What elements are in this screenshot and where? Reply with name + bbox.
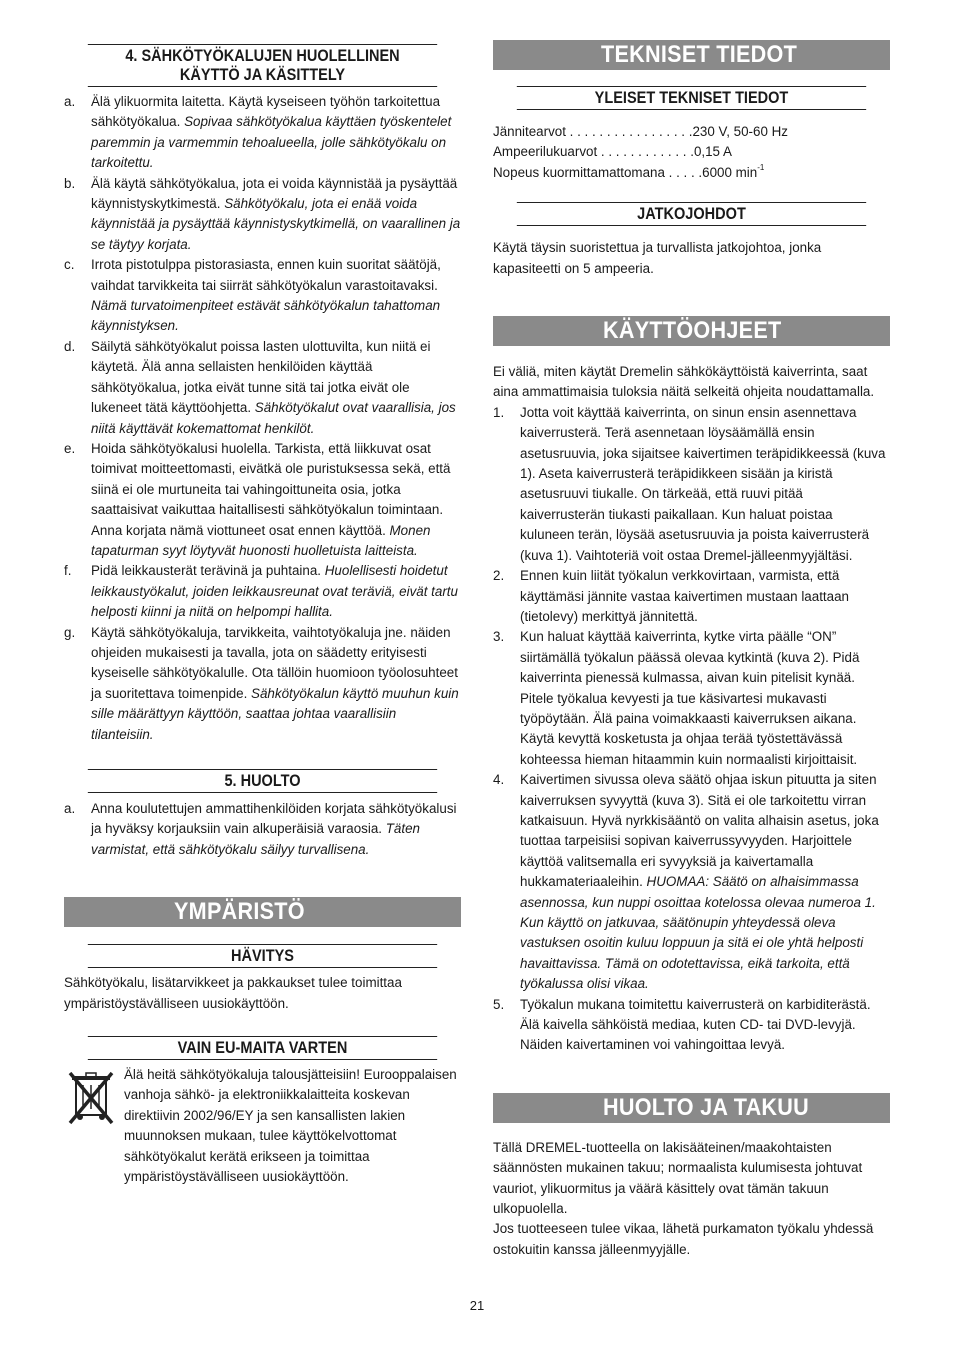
eu-text: Älä heitä sähkötyökaluja talousjätteisiin! Eurooppalaisen vanhoja sähkö- ja elektroniikkalaitteita koskevan direktiivin 2002/96/EY ja sen kansallisten lakien muunnoksen mukaan, tulee käyttökelvottomat sähkötyökalut kerätä erikseen ja toimittaa ympäristöystävälliseen uusiokäyttöön. <box>124 1067 457 1185</box>
kaytto-item-marker: 4. <box>493 772 505 788</box>
kaytto-list <box>493 403 890 1056</box>
ymparisto-band-title: YMPÄRISTÖ <box>174 898 305 926</box>
spec-label: Nopeus kuormittamattomana . . . . . <box>493 164 703 180</box>
sec4-item-italic: Huolellisesti hoidetut leikkaustyökalut, joiden leikkausreunat ovat teräviä, eivät tartu helposti kiinni ja niitä on helpompi hallita. <box>91 563 458 620</box>
sec4-item-italic: Sähkötyökalun käyttö muuhun kuin sille määrättyyn käyttöön, saattaa johtaa vaarallisiin tilanteisiin. <box>91 685 459 742</box>
crossed-out-wheelie-bin-icon <box>66 1071 116 1125</box>
sec4-item-italic: Nämä turvatoimenpiteet estävät sähkötyökalun tahattoman käynnistyksen. <box>91 298 441 334</box>
sec4-item-marker: d. <box>64 338 76 354</box>
yleiset-title: YLEISET TEKNISET TIEDOT <box>594 89 789 107</box>
eu-block <box>64 1065 461 1187</box>
kaytto-item <box>493 627 890 770</box>
section5-list <box>64 799 461 860</box>
section4-title-line1: 4. SÄHKÖTYÖKALUJEN HUOLELLINEN <box>125 47 400 65</box>
kaytto-item-text: Työkalun mukana toimitettu kaiverrusterä on karbiditerästä. Älä kaivella sähköistä mediaa, kuten CD- tai DVD-levyjä. Näiden kaivertaminen voi vahingoittaa levyä. <box>520 996 871 1053</box>
right-column <box>493 40 890 1260</box>
sec4-item-text: Pidä leikkausterät terävinä ja puhtaina. <box>91 563 325 579</box>
kaytto-item-text: Kun haluat käyttää kaiverrinta, kytke virta päälle “ON” siirtämällä työkalun päässä olevaa kytkintä (kuva 2). Pidä kaiverrinta pienessä kulmassa, aivan kuin pitelisit kynää. Pitele työkalua kevyesti ja tue käsivartesi mukavasti työpöytään. Älä paina voimakkaasti kaiverruksen aikana. Käytä kevyttä kosketusta ja ohjaa terää työstettävässä kohteessa hieman hitaammin kuin normaalisti kirjoittaisit. <box>520 629 860 767</box>
tekniset-band <box>493 40 890 70</box>
sec4-item-text: Hoida sähkötyökalusi huolella. Tarkista, että liikkuvat osat toimivat moitteettomasti, eivätkä ole puristuksessa sekä, että siinä ei ole murtuneita tai vahingoittuneita osia, jotka saattaisivat vaikuttaa haitallisesti sähkötyökalun toimintaan. Anna korjata nämä viottuneet osat ennen käyttöä. <box>91 440 451 538</box>
sec4-item <box>64 439 461 561</box>
kaytto-item-italic: HUOMAA: Säätö on alhaisimmassa asennossa, kun nuppi osoittaa kotelossa olevaa numeroa 1. Kun käyttö on jatkuvaa, säätönupin yhteydessä oleva vastuksen osoitin kuluu loppuun ja sitä ei ole yhtä helposti havaittavissa. Tämä on odotettavissa, eikä tarkoita, että työkalussa olisi vikaa. <box>520 874 876 992</box>
sec4-item-marker: b. <box>64 175 76 191</box>
sec5-item-text: Anna koulutettujen ammattihenkilöiden korjata sähkötyökalusi ja hyväksy korjauksiin vain alkuperäisiä varaosia. <box>91 801 457 837</box>
kaytto-item <box>493 770 890 994</box>
kaytto-band <box>493 316 890 346</box>
sec4-item-marker: a. <box>64 94 76 109</box>
spec-unit-exponent: -1 <box>757 162 765 172</box>
kaytto-item-marker: 1. <box>493 404 505 420</box>
kaytto-item-text: Ennen kuin liität työkalun verkkovirtaan, varmista, että käyttämäsi jännite vastaa kaivertimen mustaan laattaan (tietolevy) merkittyä jännitettä. <box>520 568 849 624</box>
spec-row <box>493 163 890 183</box>
eu-heading <box>88 1036 437 1060</box>
sec5-item <box>64 799 461 860</box>
sec5-item-italic: Täten varmistat, että sähkötyökalu säilyy turvallisena. <box>91 821 420 857</box>
takuu-p1: Tällä DREMEL-tuotteella on lakisääteinen/maakohtaisten säännösten mukainen takuu; normaalista kulumisesta johtuvat vauriot, ylikuormitus ja väärä käsittely ovat tämän takuun ulkopuolella. <box>493 1139 863 1217</box>
kaytto-item-text: Kaivertimen sivussa oleva säätö ohjaa iskun pituutta ja siten kaiverruksen syvyyttä (kuva 3). Sitä ei ole tarkoitettu virran katkaisuun. Hyvä nyrkkisääntö on valita alhaisin asetus, joka tuottaa tarpeisiisi sopivan kaiverrussyvyyden. Harjoittele käyttöä valitsemalla eri syvyyksiä ja kaivertamalla hukkamateriaaleihin. <box>520 772 879 890</box>
sec4-item-text: Älä käytä sähkötyökalua, jota ei voida käynnistää ja pysäyttää käynnistyskytkimestä. <box>91 175 458 212</box>
sec4-item-marker: e. <box>64 440 76 456</box>
sec4-item <box>64 623 461 745</box>
sec4-item-italic: Sopivaa sähkötyökalua käyttäen työskentelet paremmin ja varmemmin tehoalueella, jolle sähkötyökalu on tarkoitettu. <box>91 114 452 171</box>
sec4-item-text: Älä ylikuormita laitetta. Käytä kyseiseen työhön tarkoitettua sähkötyökalua. <box>91 94 441 130</box>
kaytto-item-text: Jotta voit käyttää kaiverrinta, on sinun ensin asennettava kaiverrusterä. Terä asennetaan löysäämällä ensin asetusruuvia, joka sijaitsee kaivertimen teräpidikkeessä (kuva 1). Aseta kaiverrusterä teräpidikkeen sisään ja kiristä asetusruuvi tiukalle. On tärkeää, että ruuvi pitää kaiverrusterän tiukasti paikallaan. Kun haluat poistaa kuluneen terän, löysää asetusruuvia ja poista kaiverrusterä (kuva 1). Vaihtoteriä voit ostaa Dremel-jälleenmyyjältäsi. <box>520 404 886 563</box>
tekniset-band-title: TEKNISET TIEDOT <box>601 41 798 68</box>
sec4-item <box>64 174 461 256</box>
havitys-title: HÄVITYS <box>231 947 294 966</box>
havitys-heading <box>88 944 437 968</box>
eu-title: VAIN EU-MAITA VARTEN <box>177 1039 348 1058</box>
kaytto-item-marker: 2. <box>493 568 505 584</box>
spec-list <box>493 122 890 183</box>
spec-value: 6000 min <box>702 164 758 180</box>
spec-row <box>493 122 890 142</box>
section4-list <box>64 92 461 745</box>
sec4-item-marker: c. <box>64 257 75 273</box>
spec-value: 230 V, 50-60 Hz <box>692 124 788 139</box>
sec4-item <box>64 92 461 174</box>
spec-label: Jännitearvot . . . . . . . . . . . . . . . . . <box>493 124 693 139</box>
kaytto-intro: Ei väliä, miten käytät Dremelin sähkökäyttöistä kaiverrinta, saat aina ammattimaisia tuloksia näitä selkeitä ohjeita noudattamalla. <box>493 364 875 400</box>
kaytto-item-marker: 3. <box>493 629 505 645</box>
sec4-item-italic: Monen tapaturman syyt löytyvät huonosti huolletuista laitteista. <box>91 522 431 558</box>
sec4-item <box>64 561 461 622</box>
kaytto-item <box>493 995 890 1056</box>
sec4-item <box>64 337 461 439</box>
kaytto-band-title: KÄYTTÖOHJEET <box>603 317 782 345</box>
spec-row <box>493 142 890 162</box>
takuu-band-title: HUOLTO JA TAKUU <box>603 1093 810 1121</box>
sec5-item-marker: a. <box>64 801 76 816</box>
sec4-item-text: Irrota pistotulppa pistorasiasta, ennen kuin suoritat säätöjä, vaihdat tarvikkeita tai siirrät sähkötyökalun varastoitavaksi. <box>91 257 441 293</box>
yleiset-heading <box>517 86 866 110</box>
sec4-item-marker: g. <box>64 624 76 640</box>
jatko-text: Käytä täysin suoristettua ja turvallista jatkojohtoa, jonka kapasiteetti on 5 ampeeria. <box>493 240 822 276</box>
sec4-item-italic: Sähkötyökalu, jota ei enää voida käynnistää ja pysäyttää käynnistyskytkimellä, on vaarallinen ja se täytyy korjata. <box>91 196 461 252</box>
ymparisto-band <box>64 897 461 927</box>
section4-title-line2: KÄYTTÖ JA KÄSITTELY <box>179 66 346 84</box>
jatko-title: JATKOJOHDOT <box>637 205 746 224</box>
sec4-item-italic: Sähkötyökalut ovat vaarallisia, jos niitä käyttävät kokemattomat henkilöt. <box>91 400 456 436</box>
sec4-item-text: Säilytä sähkötyökalut poissa lasten ulottuvilta, kun niitä ei käytetä. Älä anna sellaisten henkilöiden käyttää sähkötyökalua, jotka eivät tunne sitä tai jotka eivät ole lukeneet tätä käyttöohjetta. <box>91 338 431 416</box>
left-column <box>64 40 461 1187</box>
spec-label: Ampeerilukuarvot . . . . . . . . . . . . . <box>493 144 694 160</box>
section4-heading <box>88 44 437 87</box>
kaytto-item-marker: 5. <box>493 996 505 1012</box>
spec-value: 0,15 A <box>693 144 732 160</box>
kaytto-item <box>493 566 890 627</box>
sec4-item-text: Käytä sähkötyökaluja, tarvikkeita, vaihtotyökaluja jne. näiden ohjeiden mukaisesti ja tavalla, jota on säädetty erityisesti kyseiselle sähkötyökalulle. Ota tällöin huomioon työolosuhteet ja suoritettava toimenpide. <box>91 624 458 701</box>
page-number: 21 <box>469 1298 485 1313</box>
havitys-text: Sähkötyökalu, lisätarvikkeet ja pakkaukset tulee toimittaa ympäristöystävälliseen uusiokäyttöön. <box>64 975 402 1011</box>
jatko-heading <box>517 202 866 226</box>
kaytto-item <box>493 403 890 566</box>
takuu-p2: Jos tuotteeseen tulee vikaa, lähetä purkamaton työkalu yhdessä ostokuitin kanssa jälleenmyyjälle. <box>493 1221 874 1257</box>
sec4-item-marker: f. <box>64 563 72 579</box>
sec4-item <box>64 255 461 337</box>
section5-heading <box>88 769 437 793</box>
takuu-band <box>493 1093 890 1123</box>
section5-title: 5. HUOLTO <box>224 772 301 790</box>
